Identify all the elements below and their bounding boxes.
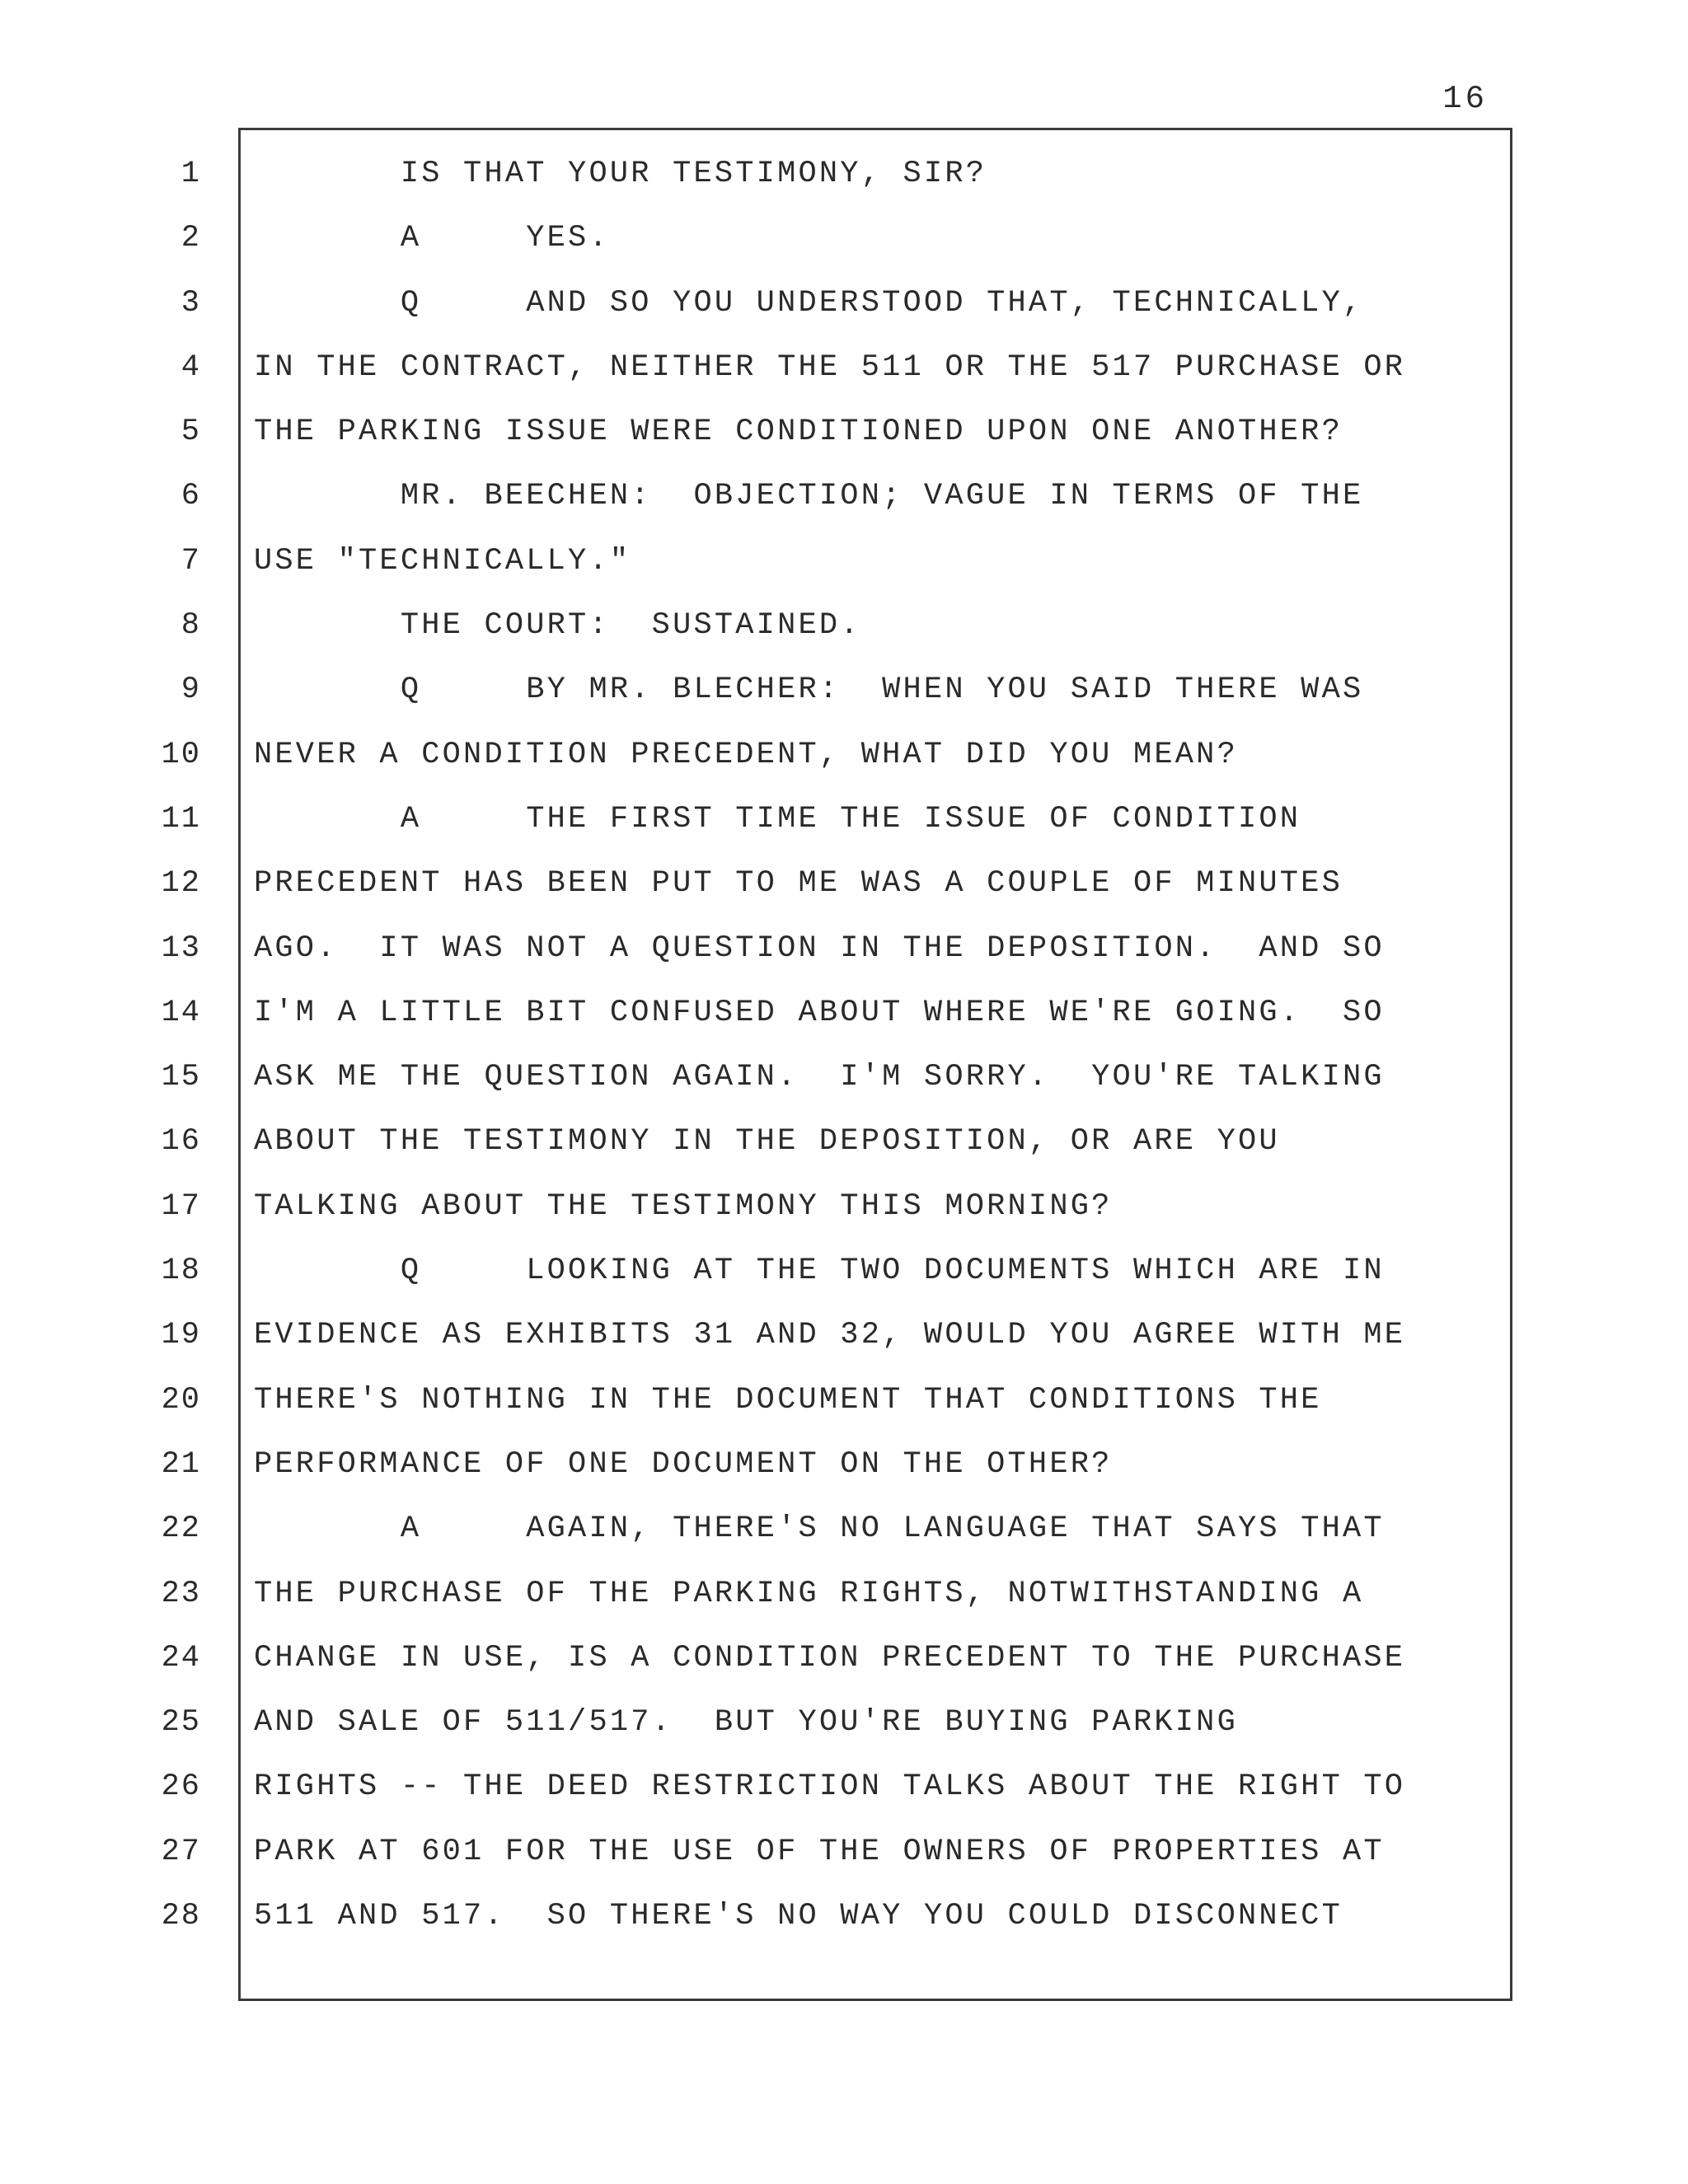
transcript-line: PRECEDENT HAS BEEN PUT TO ME WAS A COUPLE OF MINUTES <box>254 866 1343 902</box>
transcript-line: A THE FIRST TIME THE ISSUE OF CONDITION <box>254 801 1301 837</box>
transcript-line: THERE'S NOTHING IN THE DOCUMENT THAT CONDITIONS THE <box>254 1382 1322 1418</box>
line-number: 22 <box>161 1511 201 1547</box>
transcript-line: ASK ME THE QUESTION AGAIN. I'M SORRY. YOU'RE TALKING <box>254 1060 1385 1095</box>
transcript-body <box>254 154 1498 1961</box>
transcript-line: AGO. IT WAS NOT A QUESTION IN THE DEPOSITION. AND SO <box>254 930 1385 966</box>
line-number: 13 <box>161 930 201 966</box>
transcript-line: IS THAT YOUR TESTIMONY, SIR? <box>254 157 987 191</box>
line-number: 3 <box>181 285 201 321</box>
transcript-line: IN THE CONTRACT, NEITHER THE 511 OR THE 517 PURCHASE OR <box>254 349 1406 385</box>
line-number: 16 <box>161 1124 201 1160</box>
transcript-line: Q AND SO YOU UNDERSTOOD THAT, TECHNICALLY, <box>254 285 1364 321</box>
line-number: 21 <box>161 1446 201 1482</box>
transcript-line: RIGHTS -- THE DEED RESTRICTION TALKS ABOUT THE RIGHT TO <box>254 1769 1406 1805</box>
transcript-line: I'M A LITTLE BIT CONFUSED ABOUT WHERE WE'RE GOING. SO <box>254 995 1385 1030</box>
line-number: 9 <box>181 673 201 708</box>
line-number: 8 <box>181 608 201 644</box>
line-number: 5 <box>181 415 201 450</box>
transcript-line: MR. BEECHEN: OBJECTION; VAGUE IN TERMS OF THE <box>254 479 1364 514</box>
transcript-line: CHANGE IN USE, IS A CONDITION PRECEDENT TO THE PURCHASE <box>254 1640 1406 1675</box>
transcript-line: AND SALE OF 511/517. BUT YOU'RE BUYING PARKING <box>254 1705 1238 1741</box>
line-number: 18 <box>161 1254 201 1289</box>
line-number: 6 <box>181 479 201 514</box>
line-number: 11 <box>161 801 201 837</box>
transcript-line: EVIDENCE AS EXHIBITS 31 AND 32, WOULD YOU AGREE WITH ME <box>254 1318 1406 1353</box>
transcript-line: Q LOOKING AT THE TWO DOCUMENTS WHICH ARE IN <box>254 1254 1385 1289</box>
transcript-line: ABOUT THE TESTIMONY IN THE DEPOSITION, OR ARE YOU <box>254 1124 1280 1160</box>
transcript-line: TALKING ABOUT THE TESTIMONY THIS MORNING? <box>254 1188 1113 1224</box>
transcript-line: 511 AND 517. SO THERE'S NO WAY YOU COULD DISCONNECT <box>254 1899 1343 1934</box>
line-number: 17 <box>161 1188 201 1224</box>
transcript-line: THE PURCHASE OF THE PARKING RIGHTS, NOTWITHSTANDING A <box>254 1576 1364 1611</box>
page-number: 16 <box>1442 81 1488 117</box>
line-number: 15 <box>161 1060 201 1095</box>
line-number: 10 <box>161 737 201 772</box>
line-number: 1 <box>181 157 201 191</box>
line-number: 23 <box>161 1576 201 1611</box>
transcript-line: THE PARKING ISSUE WERE CONDITIONED UPON ONE ANOTHER? <box>254 415 1343 450</box>
line-number: 25 <box>161 1705 201 1741</box>
transcript-line: Q BY MR. BLECHER: WHEN YOU SAID THERE WAS <box>254 673 1364 708</box>
line-number: 26 <box>161 1769 201 1805</box>
line-number: 12 <box>161 866 201 902</box>
line-number: 27 <box>161 1834 201 1869</box>
line-number: 2 <box>181 221 201 256</box>
line-number: 7 <box>181 543 201 579</box>
line-number-column <box>148 154 201 1961</box>
transcript-line: THE COURT: SUSTAINED. <box>254 608 861 644</box>
line-number: 4 <box>181 349 201 385</box>
transcript-line: USE "TECHNICALLY." <box>254 543 631 579</box>
line-number: 19 <box>161 1318 201 1353</box>
line-number: 20 <box>161 1382 201 1418</box>
transcript-line: PARK AT 601 FOR THE USE OF THE OWNERS OF PROPERTIES AT <box>254 1834 1385 1869</box>
transcript-line: A YES. <box>254 221 610 256</box>
transcript-line: PERFORMANCE OF ONE DOCUMENT ON THE OTHER? <box>254 1446 1113 1482</box>
transcript-line: A AGAIN, THERE'S NO LANGUAGE THAT SAYS THAT <box>254 1511 1385 1547</box>
line-number: 14 <box>161 995 201 1030</box>
line-number: 24 <box>161 1640 201 1675</box>
transcript-line: NEVER A CONDITION PRECEDENT, WHAT DID YOU MEAN? <box>254 737 1238 772</box>
line-number: 28 <box>161 1899 201 1934</box>
